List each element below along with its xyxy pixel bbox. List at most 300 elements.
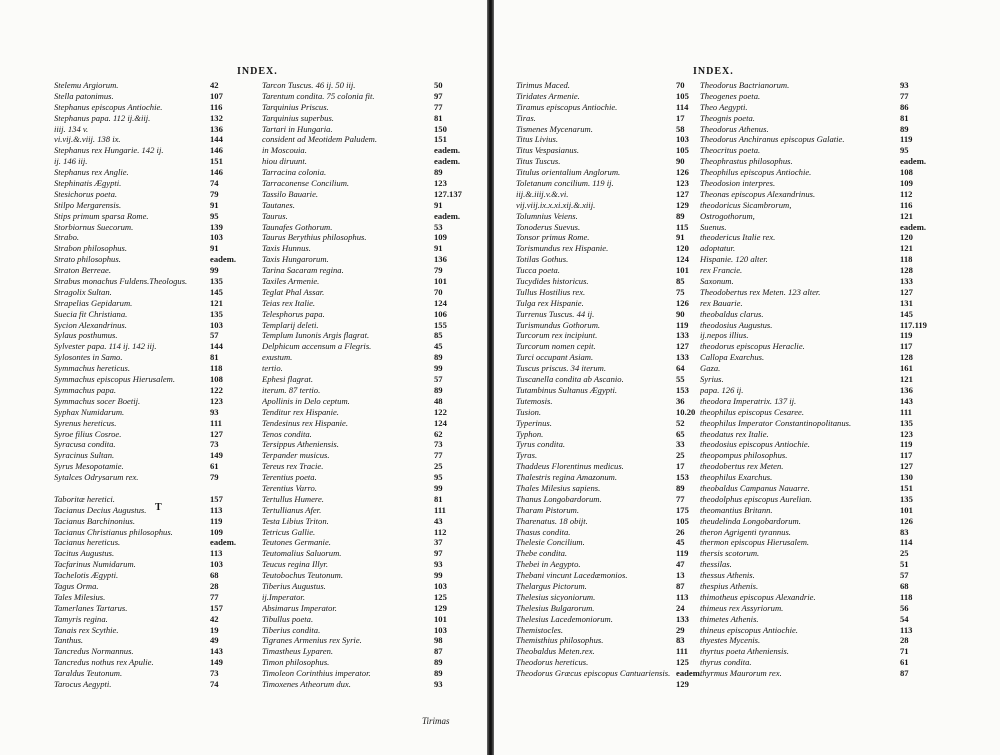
entry-term: Tacianus Christianus philosophus. <box>54 526 173 537</box>
index-entry <box>512 309 712 320</box>
index-entry <box>258 472 470 483</box>
entry-term: Thasus condita. <box>516 526 571 537</box>
section-letter: T <box>155 502 162 513</box>
index-entry <box>258 418 470 429</box>
entry-page-number: 119 <box>900 439 913 450</box>
entry-term: Tiramus episcopus Antiochie. <box>516 101 618 112</box>
entry-page-number: 105 <box>676 515 689 526</box>
entry-page-number: 95 <box>210 210 219 221</box>
entry-page-number: 99 <box>434 570 443 581</box>
entry-page-number: eadem. <box>434 156 461 167</box>
index-entry <box>512 418 712 429</box>
entry-page-number: 101 <box>434 613 447 624</box>
index-entry <box>696 537 936 548</box>
entry-page-number: 79 <box>210 472 219 483</box>
entry-page-number: 19 <box>210 624 219 635</box>
entry-term: Apollinis in Delo ceptum. <box>262 395 350 406</box>
index-entry <box>696 374 936 385</box>
index-entry <box>512 668 712 679</box>
index-entry <box>258 363 470 374</box>
entry-term: Ephesi flagrat. <box>262 374 314 385</box>
entry-term: hiou diruunt. <box>262 156 307 167</box>
index-entry <box>512 341 712 352</box>
entry-term: Tartari in Hungaria. <box>262 123 333 134</box>
entry-term: Teutones Germanie. <box>262 537 331 548</box>
entry-term: thineus episcopus Antiochie. <box>700 624 798 635</box>
entry-page-number: 57 <box>210 330 219 341</box>
index-entry <box>696 124 936 135</box>
entry-term: theophilus episcopus Cesaree. <box>700 406 804 417</box>
entry-page-number: 135 <box>900 493 913 504</box>
entry-page-number: 61 <box>210 461 219 472</box>
entry-page-number: 118 <box>900 254 913 265</box>
index-entry <box>50 625 246 636</box>
entry-term: Tagus Orma. <box>54 580 99 591</box>
index-entry <box>50 200 246 211</box>
entry-page-number: 45 <box>676 537 685 548</box>
entry-page-number: 116 <box>210 101 223 112</box>
entry-term: Toletanum concilium. 119 ij. <box>516 178 614 189</box>
index-column-4 <box>696 80 936 679</box>
entry-term: theodolphus episcopus Aurelian. <box>700 493 812 504</box>
entry-page-number: 149 <box>210 450 223 461</box>
index-entry <box>50 320 246 331</box>
index-entry <box>696 145 936 156</box>
index-entry <box>50 189 246 200</box>
index-entry <box>512 374 712 385</box>
entry-term: theodorus episcopus Heraclie. <box>700 341 805 352</box>
entry-page-number: eadem. <box>900 221 927 232</box>
entry-page-number: 122 <box>210 384 223 395</box>
entry-page-number: eadem. <box>900 156 927 167</box>
entry-page-number: 136 <box>434 254 447 265</box>
index-entry <box>50 341 246 352</box>
entry-page-number: 120 <box>900 232 913 243</box>
running-head-right: INDEX. <box>693 66 734 77</box>
entry-page-number: 118 <box>210 363 223 374</box>
entry-term: Tales Milesius. <box>54 591 106 602</box>
entry-term: Tibullus poeta. <box>262 613 314 624</box>
entry-term: Stephanus rex Hungarie. 142 ij. <box>54 145 164 156</box>
entry-term: Tusion. <box>516 406 542 417</box>
entry-page-number: 91 <box>434 199 443 210</box>
entry-term: Timoleon Corinthius imperator. <box>262 668 371 679</box>
index-entry <box>696 429 936 440</box>
entry-term: theophilus Exarchus. <box>700 472 773 483</box>
index-entry <box>512 516 712 527</box>
entry-term: Teutomalius Saluorum. <box>262 548 342 559</box>
index-entry <box>512 614 712 625</box>
entry-term: Syrenus hereticus. <box>54 417 117 428</box>
index-entry <box>50 439 246 450</box>
entry-term: Stragolix Sultan. <box>54 286 112 297</box>
entry-term: Absimarus Imperator. <box>262 602 337 613</box>
entry-page-number: 146 <box>210 167 223 178</box>
entry-term: Strabo. <box>54 232 80 243</box>
index-entry <box>50 450 246 461</box>
entry-page-number: 79 <box>210 188 219 199</box>
index-entry <box>696 91 936 102</box>
entry-page-number: 89 <box>900 123 909 134</box>
index-entry <box>696 309 936 320</box>
index-entry <box>696 156 936 167</box>
index-entry <box>512 113 712 124</box>
entry-term: Stesichorus poeta. <box>54 188 118 199</box>
entry-page-number: 93 <box>434 559 443 570</box>
index-entry <box>696 407 936 418</box>
index-entry <box>50 494 246 505</box>
entry-term: theodoricus Sicambrorum, <box>700 199 792 210</box>
entry-term: Terpander musicus. <box>262 450 330 461</box>
index-entry <box>258 211 470 222</box>
entry-page-number: 119 <box>676 548 689 559</box>
index-entry <box>50 265 246 276</box>
entry-page-number: 153 <box>676 384 689 395</box>
index-entry <box>512 527 712 538</box>
entry-page-number: 77 <box>676 493 685 504</box>
entry-term: Tarocus Aegypti. <box>54 678 112 689</box>
entry-page-number: 42 <box>210 80 219 90</box>
index-entry <box>696 134 936 145</box>
entry-page-number: 74 <box>210 178 219 189</box>
entry-page-number: 111 <box>434 504 446 515</box>
index-entry <box>512 298 712 309</box>
index-entry <box>50 167 246 178</box>
index-entry <box>696 341 936 352</box>
entry-term: Symmachus episcopus Hierusalem. <box>54 374 176 385</box>
index-entry <box>258 439 470 450</box>
entry-page-number: 127 <box>676 188 689 199</box>
index-entry <box>512 91 712 102</box>
entry-term: Taxis Hunnus. <box>262 243 311 254</box>
entry-term: Tucca poeta. <box>516 265 560 276</box>
index-entry <box>258 537 470 548</box>
entry-term: theodatus rex Italie. <box>700 428 769 439</box>
entry-term: Timon philosophus. <box>262 657 330 668</box>
entry-page-number: 131 <box>900 297 913 308</box>
index-entry <box>696 461 936 472</box>
entry-term: Turcorum rex incipiunt. <box>516 330 598 341</box>
entry-term: Thalestris regina Amazonum. <box>516 472 617 483</box>
entry-term: Taboritæ heretici. <box>54 493 115 504</box>
entry-page-number: 81 <box>434 493 443 504</box>
index-entry <box>696 80 936 91</box>
index-entry <box>696 625 936 636</box>
index-entry <box>50 461 246 472</box>
entry-page-number: 126 <box>900 515 913 526</box>
index-entry <box>258 341 470 352</box>
entry-term: rex Francie. <box>700 265 743 276</box>
entry-term: Tacitus Augustus. <box>54 548 115 559</box>
entry-page-number: 87 <box>900 668 909 679</box>
entry-page-number: 112 <box>900 188 913 199</box>
index-entry <box>512 265 712 276</box>
index-entry <box>258 243 470 254</box>
entry-term: Turismundus Gothorum. <box>516 319 601 330</box>
index-entry <box>50 287 246 298</box>
entry-page-number: 77 <box>900 90 909 101</box>
entry-term: Syphax Numidarum. <box>54 406 125 417</box>
entry-page-number: 103 <box>210 559 223 570</box>
catchword: Tirimas <box>422 716 450 726</box>
index-entry <box>512 385 712 396</box>
index-entry <box>512 592 712 603</box>
entry-term: Thanus Longobardorum. <box>516 493 602 504</box>
entry-term: Tassilo Bauarie. <box>262 188 319 199</box>
entry-page-number: 113 <box>676 591 689 602</box>
entry-term: Theogenes poeta. <box>700 90 761 101</box>
entry-term: Terentius poeta. <box>262 472 317 483</box>
entry-page-number: 62 <box>434 428 443 439</box>
entry-page-number: 123 <box>210 395 223 406</box>
index-entry <box>258 91 470 102</box>
entry-page-number: 81 <box>434 112 443 123</box>
entry-term: Strabus monachus Fuldens.Theologus. <box>54 276 188 287</box>
entry-page-number: 55 <box>676 374 685 385</box>
entry-page-number: 28 <box>210 580 219 591</box>
index-entry <box>512 80 712 91</box>
index-entry <box>696 298 936 309</box>
entry-term: Tiridates Armenie. <box>516 90 580 101</box>
entry-term: Teias rex Italie. <box>262 297 316 308</box>
index-entry <box>696 494 936 505</box>
entry-page-number: 93 <box>210 406 219 417</box>
index-entry <box>258 200 470 211</box>
entry-term: rex Bauarie. <box>700 297 743 308</box>
index-entry <box>696 352 936 363</box>
entry-page-number: 95 <box>900 145 909 156</box>
index-entry <box>258 505 470 516</box>
entry-page-number: 149 <box>210 657 223 668</box>
entry-term: thyestes Mycenis. <box>700 635 761 646</box>
index-entry <box>696 396 936 407</box>
entry-page-number: 121 <box>900 210 913 221</box>
index-entry <box>258 222 470 233</box>
index-entry <box>50 570 246 581</box>
entry-page-number: 125 <box>676 657 689 668</box>
index-entry <box>258 646 470 657</box>
index-entry <box>258 679 470 690</box>
entry-page-number: 127 <box>900 286 913 297</box>
entry-term: in Moscouia. <box>262 145 307 156</box>
index-entry <box>258 516 470 527</box>
entry-page-number: 113 <box>210 504 223 515</box>
index-entry <box>512 548 712 559</box>
index-entry <box>50 145 246 156</box>
index-entry <box>258 559 470 570</box>
index-entry <box>512 625 712 636</box>
entry-page-number: 106 <box>434 308 447 319</box>
entry-page-number: 120 <box>676 243 689 254</box>
index-entry <box>696 243 936 254</box>
entry-page-number: 73 <box>434 439 443 450</box>
entry-page-number: 37 <box>434 537 443 548</box>
index-entry <box>512 330 712 341</box>
entry-term: Theonas episcopus Alexandrinus. <box>700 188 816 199</box>
index-entry <box>696 211 936 222</box>
index-entry <box>512 570 712 581</box>
entry-page-number: 101 <box>676 265 689 276</box>
entry-term: Titulus orientalium Anglorum. <box>516 167 621 178</box>
entry-term: Taurus. <box>262 210 288 221</box>
entry-page-number: 89 <box>434 384 443 395</box>
index-entry <box>696 657 936 668</box>
entry-term: Stephanus papa. 112 ij.&iij. <box>54 112 151 123</box>
entry-page-number: 107 <box>210 90 223 101</box>
entry-term: Thales Milesius sapiens. <box>516 482 601 493</box>
entry-page-number: 70 <box>676 80 685 90</box>
index-entry <box>258 396 470 407</box>
index-entry <box>50 113 246 124</box>
entry-term: Stips primum sparsa Rome. <box>54 210 149 221</box>
entry-page-number: 145 <box>210 286 223 297</box>
index-entry <box>258 254 470 265</box>
entry-page-number: 117 <box>900 450 913 461</box>
entry-term: Templum Iunonis Argis flagrat. <box>262 330 370 341</box>
index-entry <box>512 461 712 472</box>
index-entry <box>696 559 936 570</box>
index-entry <box>50 516 246 527</box>
entry-page-number: 17 <box>676 461 685 472</box>
index-entry <box>512 472 712 483</box>
entry-page-number: 75 <box>676 286 685 297</box>
entry-page-number: 121 <box>900 374 913 385</box>
entry-page-number: 29 <box>676 624 685 635</box>
entry-page-number: 121 <box>900 243 913 254</box>
index-entry <box>696 222 936 233</box>
entry-term: Templarij deleti. <box>262 319 319 330</box>
entry-term: Sylvester papa. 114 ij. 142 iij. <box>54 341 157 352</box>
entry-term: Tacianus hereticus. <box>54 537 121 548</box>
entry-term: Hispanie. 120 alter. <box>700 254 768 265</box>
entry-page-number: 127 <box>210 428 223 439</box>
entry-term: Testa Libius Triton. <box>262 515 329 526</box>
entry-page-number: 26 <box>676 526 685 537</box>
entry-page-number: 161 <box>900 363 913 374</box>
index-entry <box>50 592 246 603</box>
entry-page-number: 93 <box>900 80 909 90</box>
entry-page-number: 128 <box>900 265 913 276</box>
entry-page-number: 68 <box>900 580 909 591</box>
entry-page-number: 87 <box>434 646 443 657</box>
entry-term: Tenditur rex Hispanie. <box>262 406 339 417</box>
entry-term: theomantius Britann. <box>700 504 773 515</box>
entry-page-number: 43 <box>434 515 443 526</box>
entry-term: Tertullus Humere. <box>262 493 324 504</box>
entry-page-number: 117.119 <box>900 319 927 330</box>
index-entry <box>696 472 936 483</box>
entry-term: Typerinus. <box>516 417 552 428</box>
index-entry <box>512 222 712 233</box>
entry-term: thermon episcopus Hierusalem. <box>700 537 810 548</box>
entry-page-number: 123 <box>900 428 913 439</box>
entry-term: Tirimus Maced. <box>516 80 570 90</box>
entry-term: Tigranes Armenius rex Syrie. <box>262 635 362 646</box>
entry-term: ij.nepos illius. <box>700 330 749 341</box>
entry-term: Thaddeus Florentinus medicus. <box>516 461 624 472</box>
entry-page-number: 89 <box>434 352 443 363</box>
entry-page-number: 73 <box>210 668 219 679</box>
entry-page-number: 105 <box>676 145 689 156</box>
entry-term: Theodorus Græcus episcopus Cantuariensis. <box>516 668 671 679</box>
entry-term: Tullus Hostilius rex. <box>516 286 586 297</box>
entry-page-number: 157 <box>210 493 223 504</box>
entry-page-number: 111 <box>676 646 688 657</box>
index-entry <box>258 657 470 668</box>
entry-term: Titus Tuscus. <box>516 156 561 167</box>
index-entry <box>512 450 712 461</box>
entry-term: Stelemu Argiorum. <box>54 80 119 90</box>
index-entry <box>512 483 712 494</box>
entry-page-number: 135 <box>900 417 913 428</box>
entry-term: theudelinda Longobardorum. <box>700 515 801 526</box>
index-entry <box>258 178 470 189</box>
entry-page-number: 91 <box>210 199 219 210</box>
entry-page-number: 123 <box>676 178 689 189</box>
entry-page-number: 97 <box>434 90 443 101</box>
entry-term: Thelesius Lacedemoniorum. <box>516 613 613 624</box>
entry-page-number: 93 <box>434 678 443 689</box>
index-entry <box>258 145 470 156</box>
entry-term: Tiberius condita. <box>262 624 321 635</box>
entry-page-number: 52 <box>676 417 685 428</box>
index-entry <box>50 559 246 570</box>
index-entry <box>50 385 246 396</box>
entry-term: Tacianus Decius Augustus. <box>54 504 147 515</box>
entry-page-number: 89 <box>434 668 443 679</box>
entry-term: Strabon philosophus. <box>54 243 128 254</box>
entry-term: theopompus philosophus. <box>700 450 788 461</box>
entry-page-number: 86 <box>900 101 909 112</box>
entry-page-number: 143 <box>900 395 913 406</box>
index-entry <box>258 232 470 243</box>
entry-term: thespius Athenis. <box>700 580 759 591</box>
entry-page-number: 155 <box>434 319 447 330</box>
entry-term: Suecia fit Christiana. <box>54 308 128 319</box>
entry-term: Tacianus Barchinonius. <box>54 515 136 526</box>
entry-term: thessilas. <box>700 559 732 570</box>
entry-page-number: 113 <box>900 624 913 635</box>
entry-page-number: 73 <box>210 439 219 450</box>
index-entry <box>258 635 470 646</box>
index-entry <box>512 494 712 505</box>
index-entry <box>50 635 246 646</box>
index-entry <box>696 418 936 429</box>
index-entry <box>50 396 246 407</box>
index-entry <box>50 581 246 592</box>
entry-term: Tyras. <box>516 450 538 461</box>
entry-page-number: 79 <box>434 265 443 276</box>
entry-term: Syracusa condita. <box>54 439 116 450</box>
index-entry <box>512 603 712 614</box>
index-entry <box>696 439 936 450</box>
entry-term: Theodorus Athenus. <box>700 123 769 134</box>
entry-term: Totilas Gothus. <box>516 254 569 265</box>
index-entry <box>258 385 470 396</box>
entry-term: Storbiornus Suecorum. <box>54 221 134 232</box>
index-entry <box>258 570 470 581</box>
entry-term: Sycion Alexandrinus. <box>54 319 127 330</box>
entry-term: theodosius episcopus Antiochie. <box>700 439 810 450</box>
index-entry <box>50 679 246 690</box>
entry-term: Tarentum condita. 75 colonia fit. <box>262 90 375 101</box>
entry-term: Tendesinus rex Hispanie. <box>262 417 349 428</box>
entry-term: Timastheus Lyparen. <box>262 646 334 657</box>
entry-term: Taraldus Teutonum. <box>54 668 123 679</box>
entry-term: thimetes Athenis. <box>700 613 759 624</box>
index-entry <box>512 646 712 657</box>
entry-page-number: 130 <box>900 472 913 483</box>
